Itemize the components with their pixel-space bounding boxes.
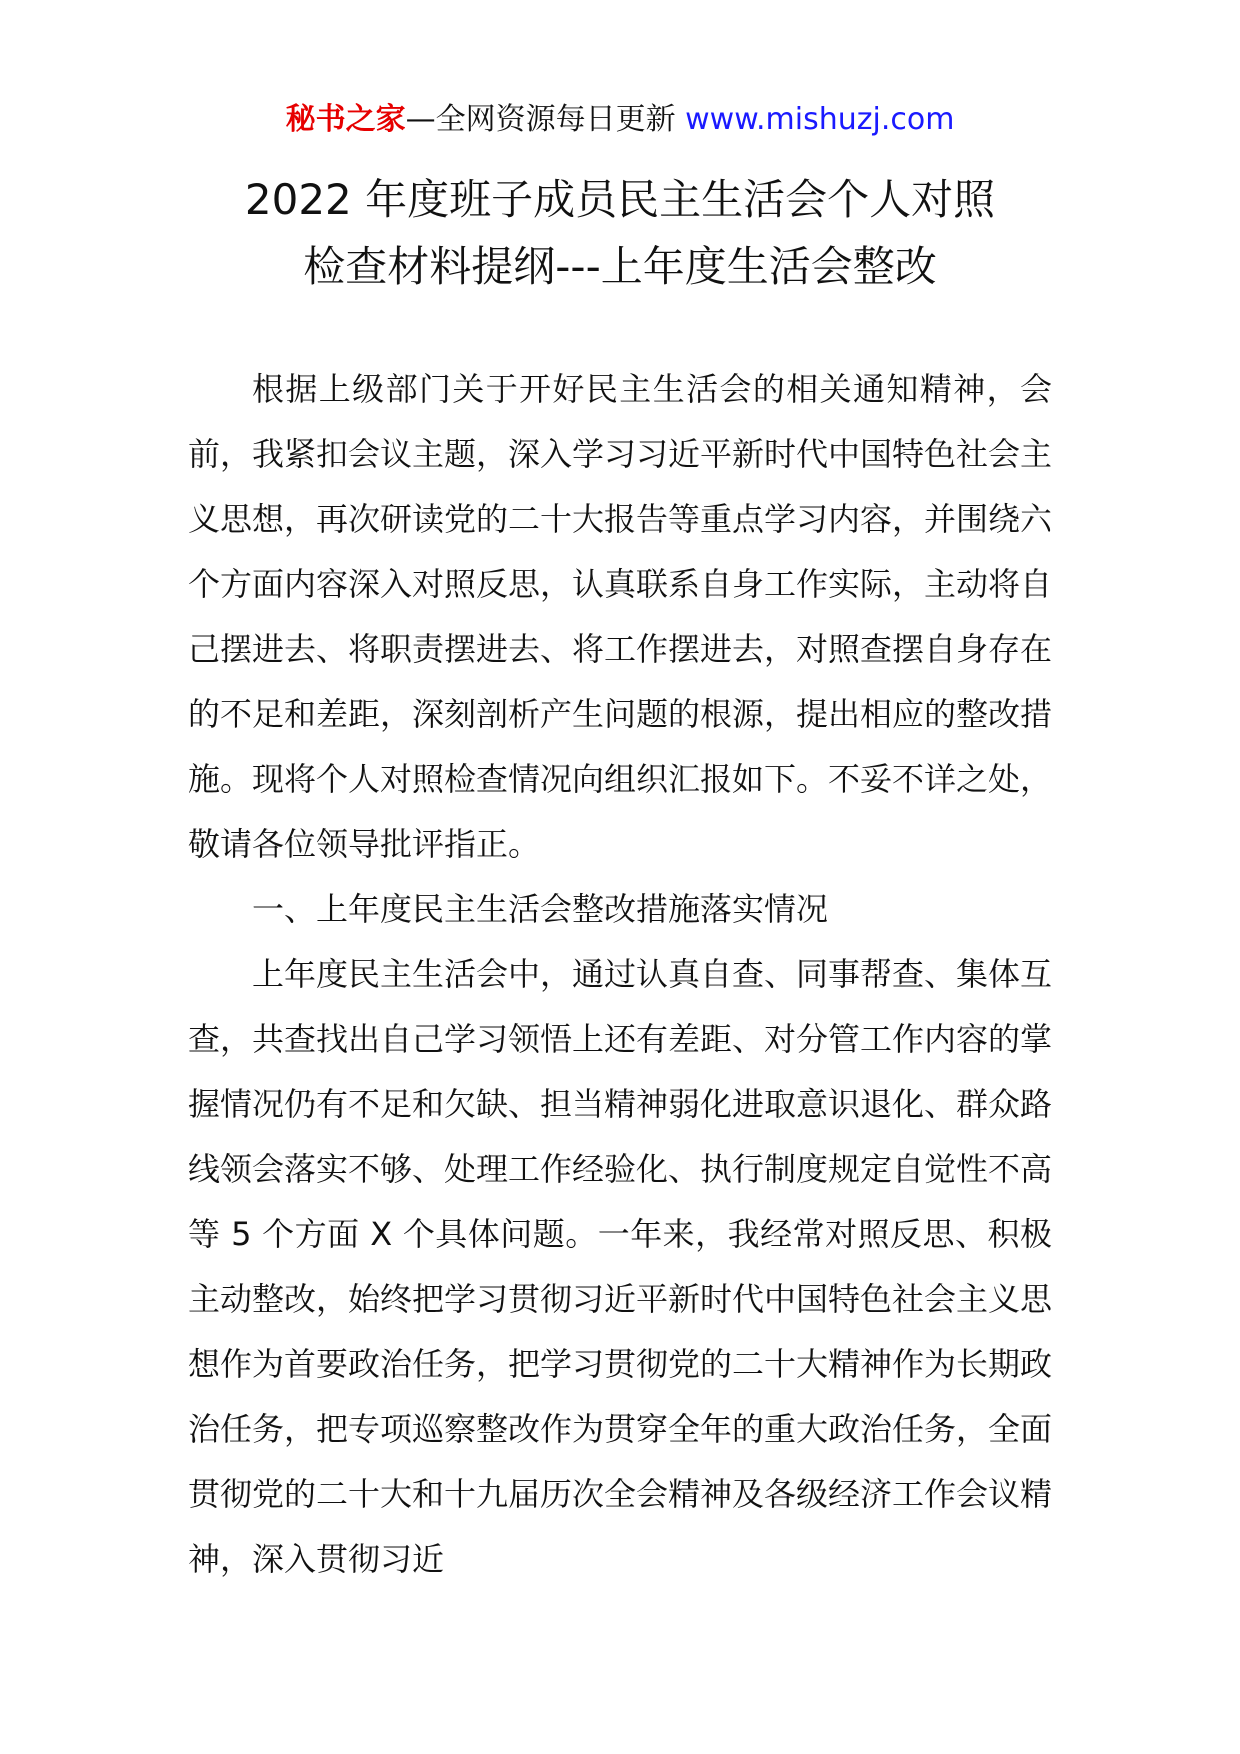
site-tagline: —全网资源每日更新 bbox=[405, 102, 676, 137]
document-title bbox=[0, 166, 1240, 300]
site-url-link[interactable]: www.mishuzj.com bbox=[685, 102, 955, 137]
paragraph-intro: 根据上级部门关于开好民主生活会的相关通知精神，会前，我紧扣会议主题，深入学习习近平新时代中国特色社会主义思想，再次研读党的二十大报告等重点学习内容，并围绕六个方面内容深入对照反思，认真联系自身工作实际，主动将自己摆进去、将职责摆进去、将工作摆进去，对照查摆自身存在的不足和差距，深刻剖析产生问题的根源，提出相应的整改措施。现将个人对照检查情况向组织汇报如下。不妥不详之处，敬请各位领导批评指正。 bbox=[188, 370, 1053, 863]
title-line-1: 2022 年度班子成员民主生活会个人对照 bbox=[244, 175, 996, 224]
document-body bbox=[188, 357, 1052, 1592]
section-heading-1: 一、上年度民主生活会整改措施落实情况 bbox=[252, 890, 829, 928]
title-line-2: 检查材料提纲---上年度生活会整改 bbox=[303, 242, 937, 291]
site-brand: 秘书之家 bbox=[285, 102, 406, 137]
site-header bbox=[0, 100, 1240, 140]
paragraph-section-1: 上年度民主生活会中，通过认真自查、同事帮查、集体互查，共查找出自己学习领悟上还有差距、对分管工作内容的掌握情况仍有不足和欠缺、担当精神弱化进取意识退化、群众路线领会落实不够、处理工作经验化、执行制度规定自觉性不高等 5 个方面 X 个具体问题。一年来，我经常对照反思、积极主动整改，始终把学习贯彻习近平新时代中国特色社会主义思想作为首要政治任务，把学习贯彻党的二十大精神作为长期政治任务，把专项巡察整改作为贯穿全年的重大政治任务，全面贯彻党的二十大和十九届历次全会精神及各级经济工作会议精神，深入贯彻习近 bbox=[188, 955, 1053, 1578]
